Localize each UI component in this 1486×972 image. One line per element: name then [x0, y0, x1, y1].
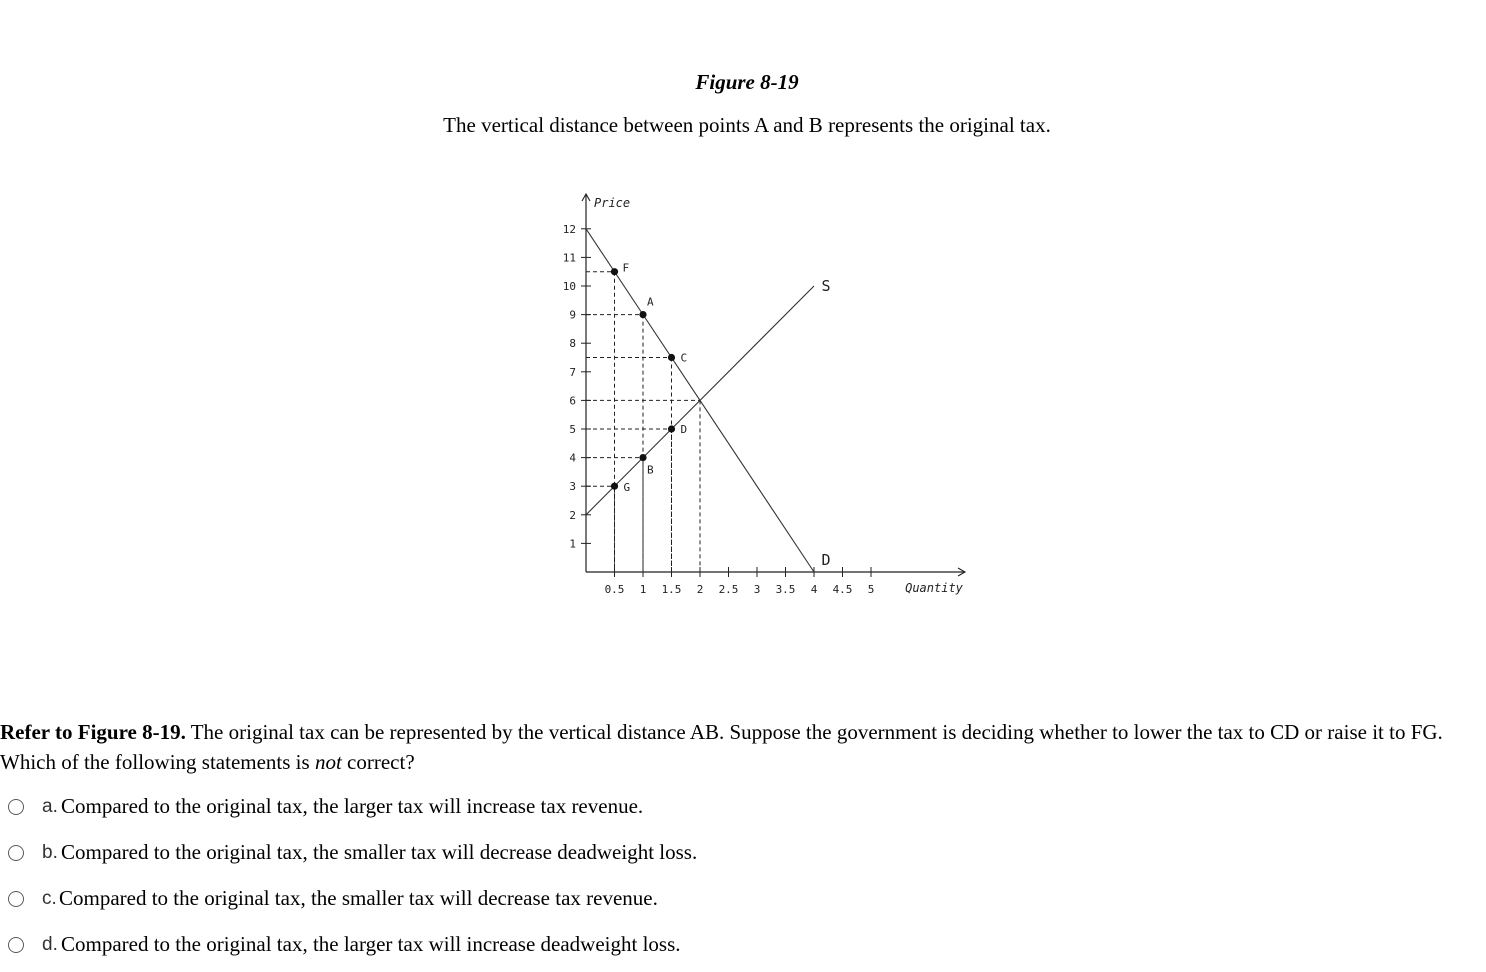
question-text — [0, 717, 1486, 777]
x-tick-label: 1 — [639, 583, 647, 596]
point-f — [611, 268, 618, 275]
option-text: Compared to the original tax, the larger tax will increase deadweight loss. — [61, 932, 681, 956]
point-label-b: B — [647, 463, 654, 477]
x-tick-label: 2 — [696, 583, 704, 596]
radio-icon[interactable] — [8, 937, 24, 953]
y-tick-label: 12 — [562, 222, 576, 236]
option-letter: b. — [42, 842, 58, 863]
point-label-g: G — [623, 481, 631, 495]
figure-title: Figure 8-19 — [695, 70, 799, 94]
x-tick-label: 1.5 — [661, 583, 682, 596]
y-tick-label: 10 — [562, 280, 576, 293]
option-text: Compared to the original tax, the smaller tax will decrease deadweight loss. — [61, 840, 698, 864]
demand-label: D — [821, 551, 831, 569]
y-axis-title: Price — [594, 196, 631, 210]
point-label-f: F — [622, 261, 630, 275]
option-text: Compared to the original tax, the smaller tax will decrease tax revenue. — [59, 886, 658, 910]
y-tick-label: 8 — [569, 337, 576, 351]
x-tick-label: 4.5 — [832, 583, 853, 596]
y-tick-label: 11 — [562, 251, 576, 265]
point-a — [639, 311, 646, 318]
option-text: Compared to the original tax, the larger tax will increase tax revenue. — [61, 794, 644, 818]
point-label-a: A — [647, 295, 654, 309]
supply-label: S — [821, 277, 831, 295]
y-tick-label: 5 — [569, 423, 576, 436]
point-label-c: C — [680, 351, 688, 365]
y-tick-label: 2 — [569, 508, 576, 522]
y-tick-label: 1 — [569, 537, 576, 551]
figure-caption: The vertical distance between points A and B represents the original tax. — [443, 113, 1051, 137]
y-tick-label: 6 — [569, 394, 576, 408]
point-d — [668, 425, 675, 432]
x-tick-label: 0.5 — [604, 583, 625, 596]
x-tick-label: 5 — [867, 583, 875, 596]
x-tick-label: 3.5 — [775, 583, 796, 596]
point-label-d: D — [680, 423, 688, 436]
point-g — [611, 483, 618, 490]
x-tick-label: 4 — [810, 583, 818, 596]
radio-icon[interactable] — [8, 891, 24, 907]
y-tick-label: 7 — [569, 365, 576, 379]
y-tick-label: 3 — [569, 480, 576, 494]
option-letter: d. — [42, 934, 58, 955]
x-tick-label: 3 — [753, 583, 761, 596]
x-axis-title: Quantity — [905, 581, 963, 595]
question-end: correct? — [341, 750, 415, 774]
y-tick-label: 9 — [569, 308, 576, 322]
x-tick-label: 2.5 — [718, 583, 739, 596]
y-tick-label: 4 — [569, 451, 576, 465]
option-letter: c. — [42, 888, 57, 909]
point-b — [639, 454, 646, 461]
radio-icon[interactable] — [8, 845, 24, 861]
tax-chart — [540, 185, 980, 610]
option-letter: a. — [42, 796, 58, 817]
question-emphasis: not — [314, 750, 342, 774]
question-body: The original tax can be represented by the vertical distance AB. Suppose the government is deciding whether to lower the tax to CD or raise it to FG. Which of the following statements is — [0, 720, 1443, 774]
question-figure-ref: Refer to Figure 8-19. — [0, 720, 186, 744]
radio-icon[interactable] — [8, 799, 24, 815]
point-c — [668, 354, 675, 361]
